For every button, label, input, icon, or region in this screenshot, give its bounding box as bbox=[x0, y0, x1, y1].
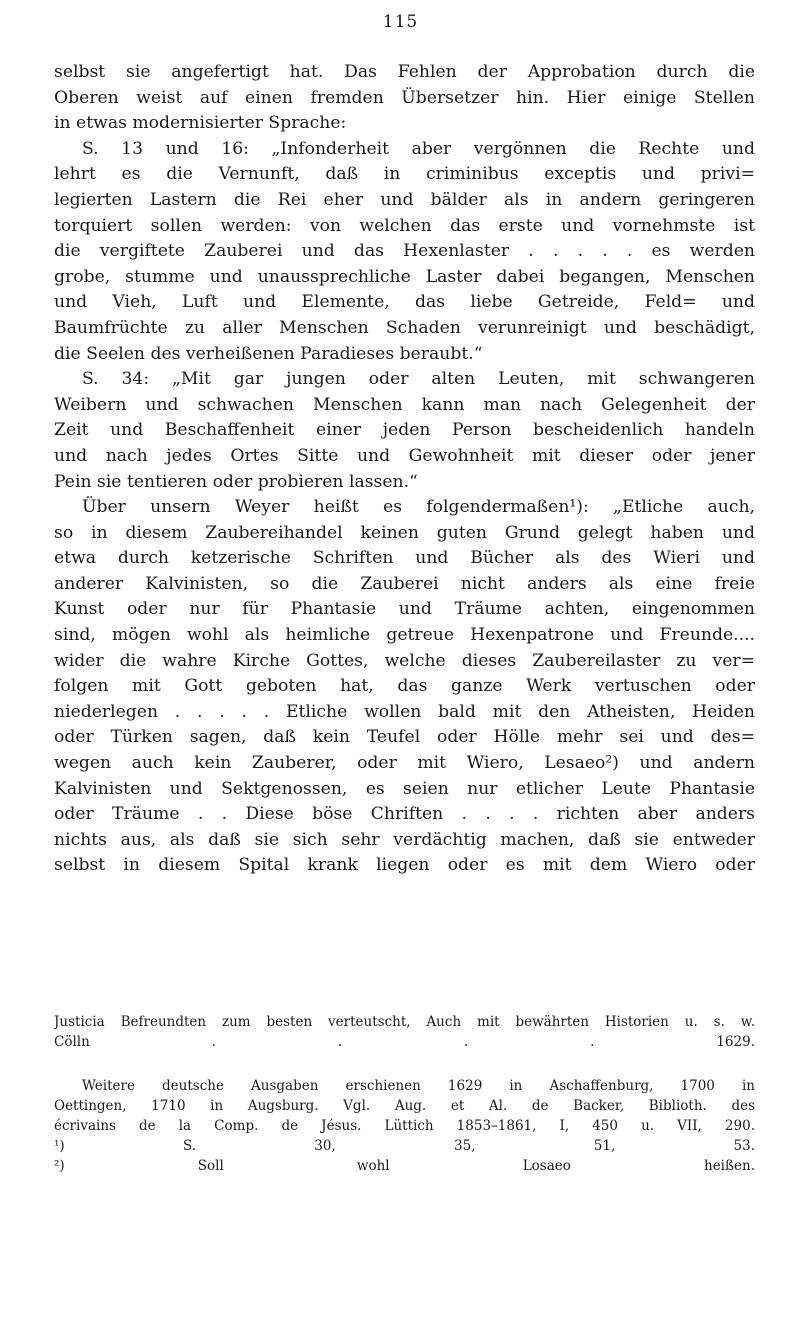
text-line: folgen mit Gott geboten hat, das ganze Werk vertuschen oder bbox=[54, 676, 755, 697]
text-line: grobe, stumme und unaussprechliche Laster dabei begangen, Menschen bbox=[54, 266, 755, 287]
footnote-line: Oettingen, 1710 in Augsburg. Vgl. Aug. et Al. de Backer, Biblioth. des bbox=[54, 1098, 755, 1114]
text-line: S. 34: „Mit gar jungen oder alten Leuten, mit schwangeren bbox=[82, 369, 755, 390]
page-number: 115 bbox=[382, 12, 419, 32]
text-line: in etwas modernisierter Sprache: bbox=[54, 113, 347, 134]
text-line: die Seelen des verheißenen Paradieses beraubt.“ bbox=[54, 343, 483, 364]
text-line: Weibern und schwachen Menschen kann man nach Gelegenheit der bbox=[54, 394, 755, 415]
text-line: und nach jedes Ortes Sitte und Gewohnheit mit dieser oder jener bbox=[54, 445, 755, 466]
footnote-line: ¹) S. 30, 35, 51, 53. bbox=[54, 1138, 755, 1154]
footnote-line: ²) Soll wohl Losaeo heißen. bbox=[54, 1158, 755, 1174]
text-line: etwa durch ketzerische Schriften und Bücher als des Wieri und bbox=[54, 548, 755, 569]
text-line: Kalvinisten und Sektgenossen, es seien nur etlicher Leute Phantasie bbox=[54, 778, 755, 799]
text-line: so in diesem Zaubereihandel keinen guten Grund gelegt haben und bbox=[54, 522, 755, 543]
text-line: anderer Kalvinisten, so die Zauberei nicht anders als eine freie bbox=[54, 573, 755, 594]
text-line: Pein sie tentieren oder probieren lassen.“ bbox=[54, 471, 418, 492]
text-line: nichts aus, als daß sie sich sehr verdächtig machen, daß sie entweder bbox=[54, 829, 755, 850]
main-text bbox=[54, 60, 755, 879]
footnote-title bbox=[54, 1012, 755, 1052]
text-line: niederlegen . . . . . Etliche wollen bald mit den Atheisten, Heiden bbox=[54, 701, 755, 722]
text-line: oder Träume . . Diese böse Chriften . . . . richten aber anders bbox=[54, 804, 755, 825]
text-line: oder Türken sagen, daß kein Teufel oder Hölle mehr sei und des= bbox=[54, 727, 755, 748]
text-line: Baumfrüchte zu aller Menschen Schaden verunreinigt und beschädigt, bbox=[54, 317, 755, 338]
text-line: legierten Lastern die Rei eher und bälder als in andern geringeren bbox=[54, 189, 755, 210]
text-line: Oberen weist auf einen fremden Übersetzer hin. Hier einige Stellen bbox=[54, 87, 755, 108]
text-line: torquiert sollen werden: von welchen das erste und vornehmste ist bbox=[54, 215, 755, 236]
text-line: lehrt es die Vernunft, daß in criminibus exceptis und privi= bbox=[54, 164, 755, 185]
footnote-line: Justicia Befreundten zum besten verteutscht, Auch mit bewährten Historien u. s. w. bbox=[54, 1014, 755, 1030]
text-line: die vergiftete Zauberei und das Hexenlaster . . . . . es werden bbox=[54, 241, 755, 262]
text-line: selbst in diesem Spital krank liegen oder es mit dem Wiero oder bbox=[54, 855, 755, 876]
footnote-line: Weitere deutsche Ausgaben erschienen 1629 in Aschaffenburg, 1700 in bbox=[82, 1078, 755, 1094]
text-line: wider die wahre Kirche Gottes, welche dieses Zaubereilaster zu ver= bbox=[54, 650, 755, 671]
text-line: selbst sie angefertigt hat. Das Fehlen der Approbation durch die bbox=[54, 62, 755, 82]
text-line: Zeit und Beschaffenheit einer jeden Person bescheidenlich handeln bbox=[54, 420, 755, 441]
text-line: und Vieh, Luft und Elemente, das liebe Getreide, Feld= und bbox=[54, 292, 755, 313]
footnote-line: écrivains de la Comp. de Jésus. Lüttich 1853–1861, I, 450 u. VII, 290. bbox=[54, 1118, 755, 1134]
text-line: wegen auch kein Zauberer, oder mit Wiero, Lesaeo²) und andern bbox=[54, 753, 755, 774]
text-line: Kunst oder nur für Phantasie und Träume achten, eingenommen bbox=[54, 599, 755, 620]
footnotes bbox=[54, 1076, 755, 1176]
text-line: Über unsern Weyer heißt es folgendermaßen¹): „Etliche auch, bbox=[82, 497, 755, 518]
text-line: S. 13 und 16: „Infonderheit aber vergönnen die Rechte und bbox=[82, 138, 755, 159]
footnote-line: Cölln . . . . 1629. bbox=[54, 1034, 755, 1050]
text-line: sind, mögen wohl als heimliche getreue Hexenpatrone und Freunde.... bbox=[54, 625, 755, 646]
